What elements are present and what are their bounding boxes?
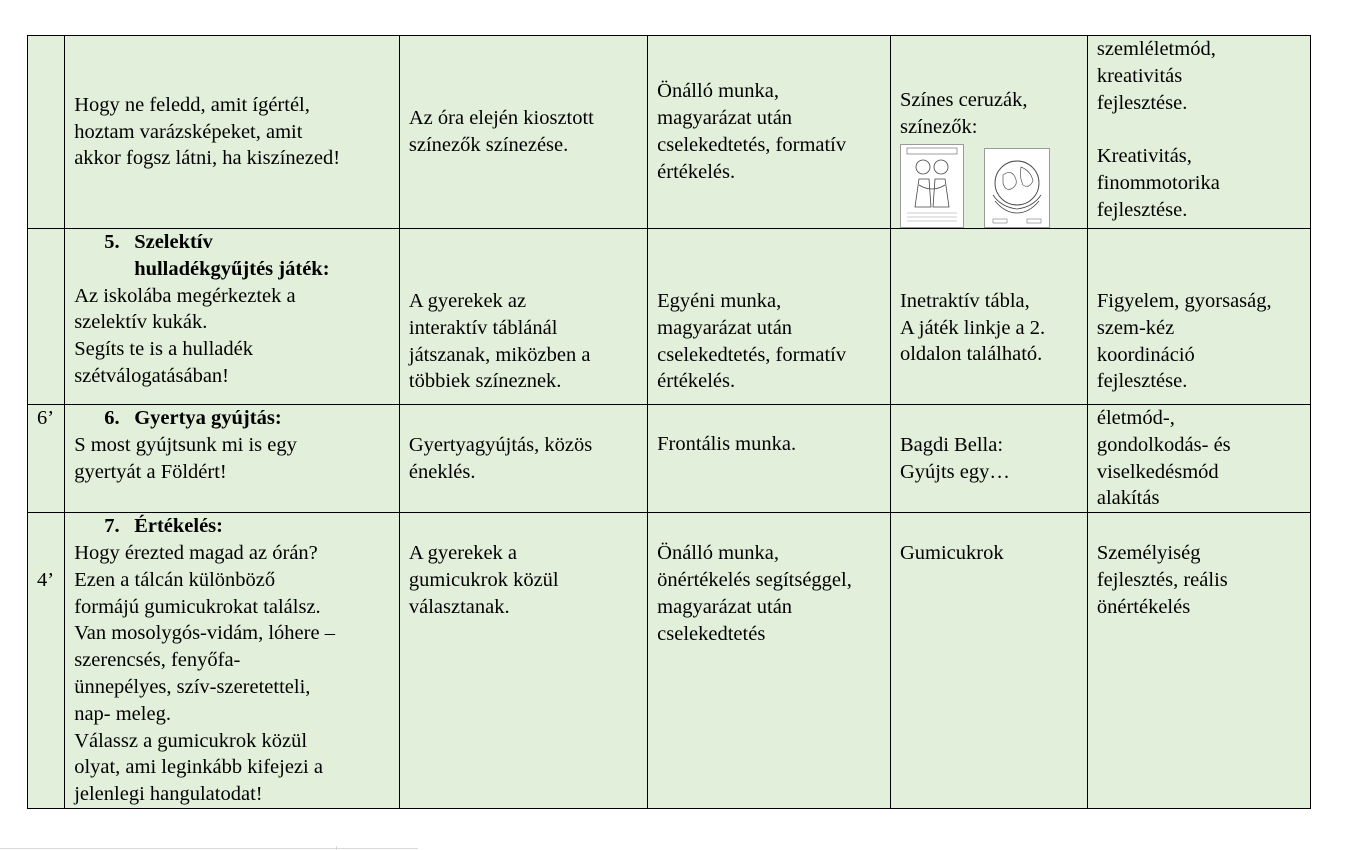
activity-cell: Hogy ne feledd, amit ígértél, hoztam varázsképeket, amit akkor fogsz látni, ha kiszínezed! <box>65 36 400 229</box>
table-row <box>28 513 1311 809</box>
activity-heading: 5. Szelektív hulladékgyűjtés játék: <box>104 231 330 280</box>
children-drawing-icon <box>901 145 963 227</box>
method-cell: Önálló munka, önértékelés segítséggel, magyarázat után cselekedtetés <box>648 513 891 809</box>
method-cell: Önálló munka, magyarázat után cselekedtetés, formatív értékelés. <box>648 36 891 229</box>
development-cell: szemléletmód, kreativitás fejlesztése. Kreativitás, finommotorika fejlesztése. <box>1087 36 1310 229</box>
table-row <box>28 36 1311 229</box>
page-footer-tick <box>336 846 337 850</box>
time-cell: 4’ <box>28 513 65 809</box>
color-by-number-picture <box>900 144 964 228</box>
time-cell <box>28 36 65 229</box>
tool-cell: Színes ceruzák, színezők: <box>890 36 1087 229</box>
task-cell: A gyerekek a gumicukrok közül választanak. <box>399 513 647 809</box>
activity-heading: 7. Értékelés: <box>104 515 223 538</box>
lesson-plan-table <box>27 35 1311 809</box>
table-row <box>28 229 1311 405</box>
time-cell <box>28 229 65 405</box>
development-cell: Személyiség fejlesztés, reális önértékelés <box>1087 513 1310 809</box>
earth-hands-picture <box>984 148 1050 228</box>
activity-cell: 7. Értékelés: Hogy érezted magad az órán? Ezen a tálcán különböző formájú gumicukrokat találsz. Van mosolygós-vidám, lóhere – szerencsés, fenyőfa- ünnepélyes, szív-szeretetteli, nap- meleg. Válassz a gumicukrok közül olyat, ami leginkább kifejezi a jelenlegi hangulatodat! <box>65 513 400 809</box>
tool-cell: Bagdi Bella: Gyújts egy… <box>890 405 1087 513</box>
tool-cell: Inetraktív tábla, A játék linkje a 2. oldalon található. <box>890 229 1087 405</box>
tool-cell: Gumicukrok <box>890 513 1087 809</box>
development-cell: életmód-, gondolkodás- és viselkedésmód alakítás <box>1087 405 1310 513</box>
time-cell: 6’ <box>28 405 65 513</box>
method-cell: Frontális munka. <box>648 405 891 513</box>
task-cell: Gyertyagyújtás, közös éneklés. <box>399 405 647 513</box>
coloring-pages <box>900 144 1078 228</box>
table-row <box>28 405 1311 513</box>
activity-cell: 5. Szelektív hulladékgyűjtés játék: Az iskolába megérkeztek a szelektív kukák. Segíts te is a hulladék szétválogatásában! <box>65 229 400 405</box>
task-cell: A gyerekek az interaktív táblánál játszanak, miközben a többiek színeznek. <box>399 229 647 405</box>
development-cell: Figyelem, gyorsaság, szem-kéz koordináció fejlesztése. <box>1087 229 1310 405</box>
earth-drawing-icon <box>985 149 1049 227</box>
activity-heading: 6. Gyertya gyújtás: <box>104 407 282 429</box>
method-cell: Egyéni munka, magyarázat után cselekedtetés, formatív értékelés. <box>648 229 891 405</box>
activity-cell: 6. Gyertya gyújtás: S most gyújtsunk mi is egy gyertyát a Földért! <box>65 405 400 513</box>
task-cell: Az óra elején kiosztott színezők színezése. <box>399 36 647 229</box>
page-footer-divider <box>0 848 418 849</box>
